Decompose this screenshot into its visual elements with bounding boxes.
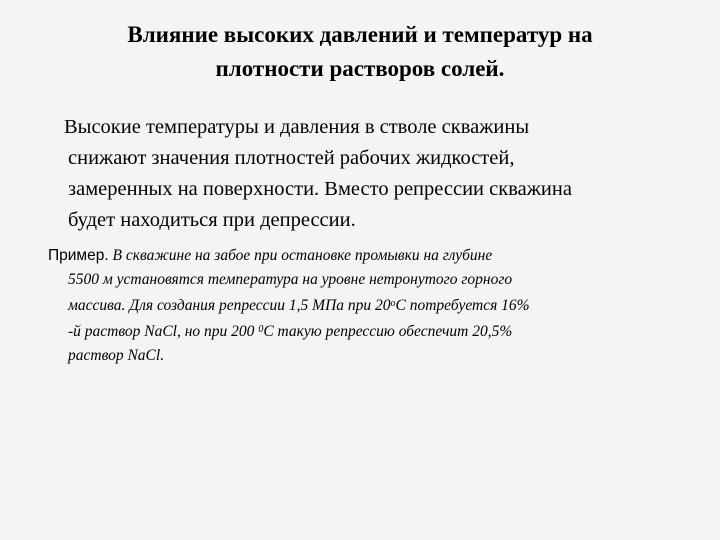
degree-mark-1: о	[390, 298, 396, 309]
example-line-2: 5500 м установятся температура на уровне нетронутого горного	[68, 271, 513, 288]
body-line-4: будет находиться при депрессии.	[68, 209, 356, 231]
body-line-2: снижают значения плотностей рабочих жидкостей,	[68, 147, 515, 169]
degree-mark-2: 0	[258, 324, 264, 335]
body-line-1: Высокие температуры и давления в стволе скважины	[64, 116, 530, 138]
body-paragraph	[64, 112, 668, 236]
example-paragraph	[48, 244, 688, 368]
example-label: Пример.	[48, 247, 109, 264]
example-line-1	[48, 244, 688, 268]
slide-title-line-2: плотности растворов солей.	[215, 56, 505, 81]
example-text-1: В скважине на забое при остановке промывки на глубине	[112, 247, 493, 264]
example-text-3b: С потребуется 16%	[395, 297, 530, 314]
example-line-3	[48, 292, 688, 318]
slide-title	[60, 18, 660, 86]
slide-title-line-1: Влияние высоких давлений и температур на	[127, 22, 593, 47]
body-line-3: замеренных на поверхности. Вместо репрессии скважина	[68, 178, 572, 200]
example-text-4a: -й раствор NaCl, но при 200	[68, 323, 259, 340]
example-line-4	[48, 318, 688, 344]
example-text-4b: С такую репрессию обеспечит 20,5%	[263, 323, 513, 340]
example-text-3a: массива. Для создания репрессии 1,5 МПа при 20	[68, 297, 391, 314]
example-line-5: раствор NaCl.	[68, 347, 165, 364]
